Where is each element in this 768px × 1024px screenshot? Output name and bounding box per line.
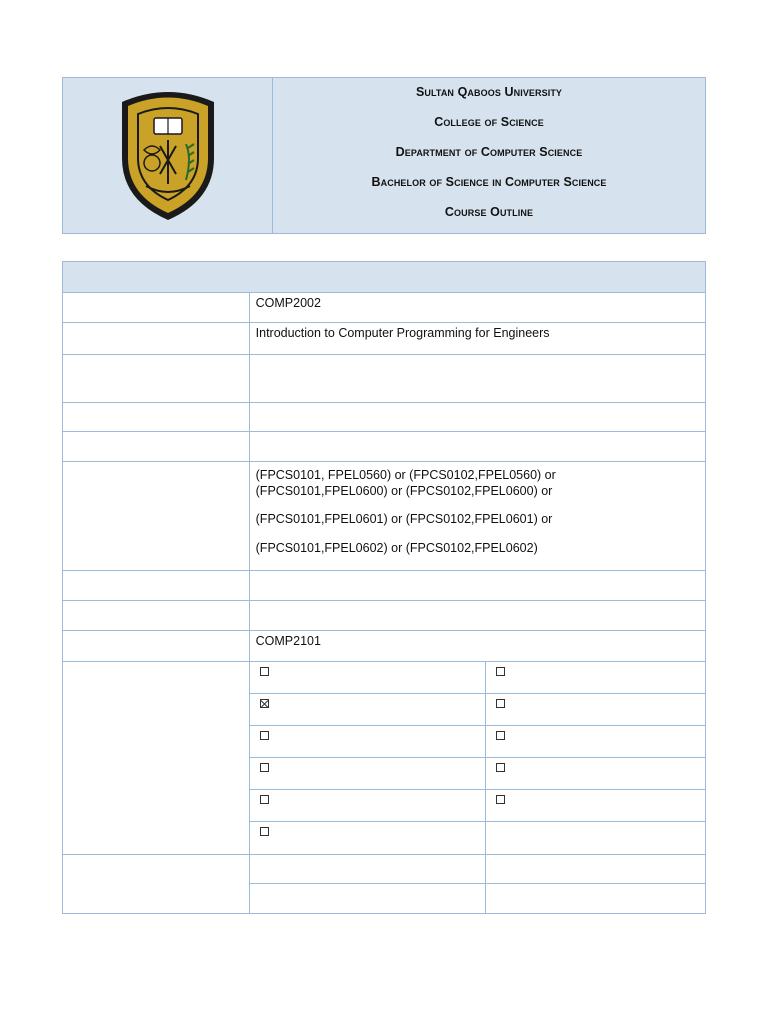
header-titles (273, 78, 705, 233)
checkbox[interactable] (260, 827, 269, 836)
prerequisites-value (249, 462, 705, 571)
checkbox[interactable] (496, 731, 505, 740)
table-cell (249, 403, 705, 432)
course-title-label (63, 323, 250, 355)
table-row (63, 432, 250, 462)
checkbox[interactable] (260, 699, 269, 708)
table-cell (249, 601, 705, 631)
program-name: Bachelor of Science in Computer Science (371, 175, 607, 189)
table-row (63, 855, 250, 914)
equivalent-value: COMP2101 (249, 631, 705, 662)
table-row (63, 601, 250, 631)
table-title-row (63, 262, 706, 293)
prerequisite-line: (FPCS0101,FPEL0602) or (FPCS0102,FPEL0602) (255, 541, 538, 555)
option-cell (249, 694, 486, 726)
checkbox[interactable] (260, 731, 269, 740)
checkbox[interactable] (496, 795, 505, 804)
university-crest-icon (116, 88, 220, 224)
table-row (63, 403, 250, 432)
checkbox[interactable] (260, 667, 269, 676)
checkbox[interactable] (496, 667, 505, 676)
table-cell (249, 432, 705, 462)
option-cell (249, 726, 486, 758)
options-label-cell (63, 662, 250, 855)
table-cell (249, 571, 705, 601)
table-cell (249, 884, 486, 914)
checkbox[interactable] (260, 763, 269, 772)
prerequisite-line: (FPCS0101,FPEL0600) or (FPCS0102,FPEL0600) or (255, 484, 553, 498)
checkbox[interactable] (496, 699, 505, 708)
course-code-value: COMP2002 (249, 293, 705, 323)
option-cell (486, 822, 706, 855)
option-cell (486, 694, 706, 726)
table-cell (249, 355, 705, 403)
department-name: Department of Computer Science (395, 145, 583, 159)
prerequisites-label (63, 462, 250, 571)
option-cell (486, 758, 706, 790)
table-cell (249, 855, 486, 884)
table-cell (486, 855, 706, 884)
document-type: Course Outline (444, 205, 534, 219)
course-info-table (62, 261, 706, 914)
option-cell (249, 822, 486, 855)
table-row (63, 355, 250, 403)
logo-cell (63, 78, 273, 233)
prerequisite-line: (FPCS0101,FPEL0601) or (FPCS0102,FPEL0601) or (255, 512, 553, 526)
table-cell (486, 884, 706, 914)
option-cell (249, 790, 486, 822)
document-header (62, 77, 706, 234)
checkbox[interactable] (496, 763, 505, 772)
option-cell (249, 662, 486, 694)
prerequisite-line: (FPCS0101, FPEL0560) or (FPCS0102,FPEL0560) or (255, 468, 556, 482)
option-cell (249, 758, 486, 790)
checkbox[interactable] (260, 795, 269, 804)
table-row (63, 571, 250, 601)
university-name: Sultan Qaboos University (415, 85, 563, 99)
option-cell (486, 790, 706, 822)
option-cell (486, 662, 706, 694)
option-cell (486, 726, 706, 758)
equivalent-label (63, 631, 250, 662)
course-title-value: Introduction to Computer Programming for Engineers (249, 323, 705, 355)
course-code-label (63, 293, 250, 323)
college-name: College of Science (434, 115, 544, 129)
